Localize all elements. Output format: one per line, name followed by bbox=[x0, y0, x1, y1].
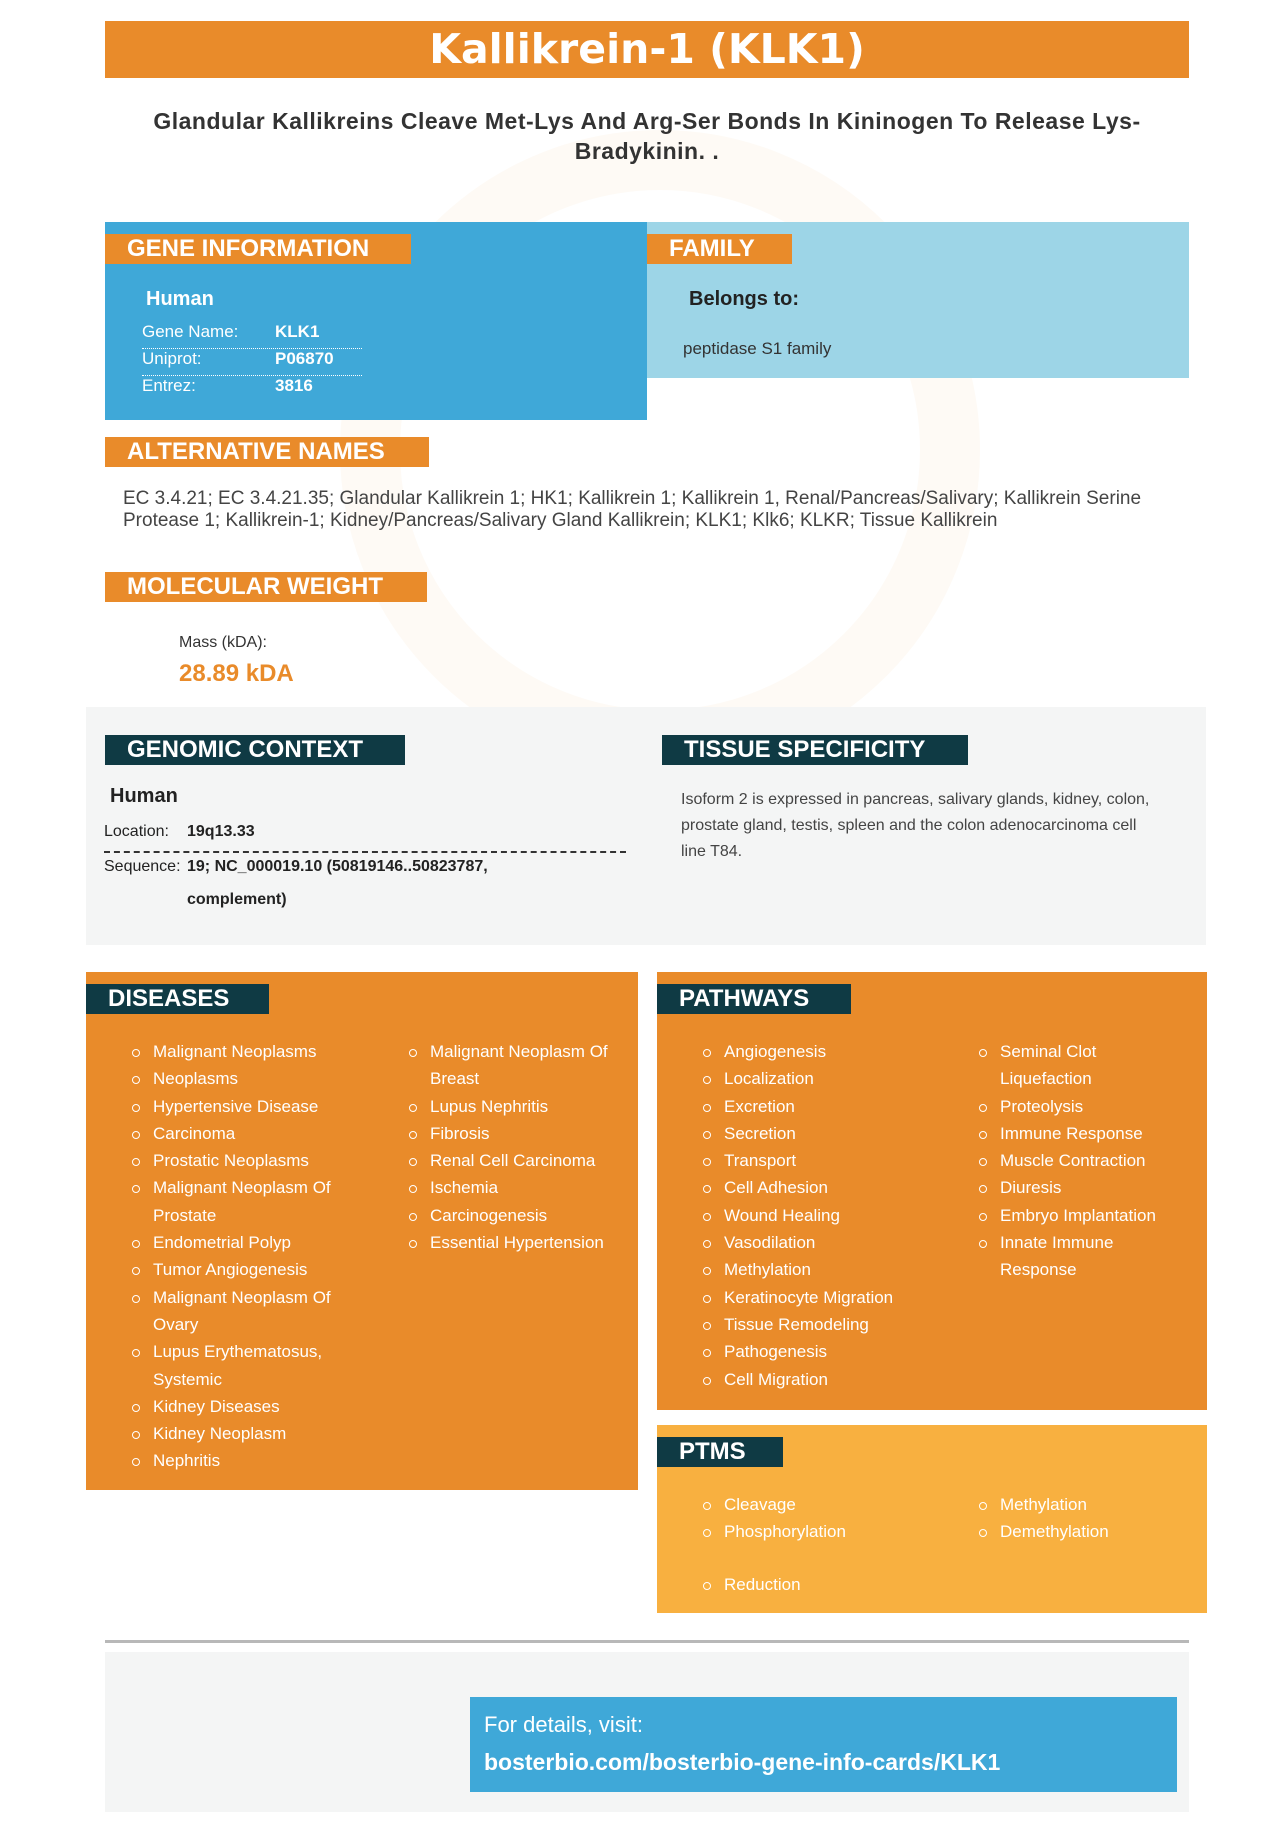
pathway-item: Embryo Implantation bbox=[974, 1202, 1174, 1229]
pathway-item: Vasodilation bbox=[698, 1229, 958, 1256]
pathway-item: Wound Healing bbox=[698, 1202, 958, 1229]
sequence-label: Sequence: bbox=[104, 858, 181, 875]
pathway-item: Immune Response bbox=[974, 1120, 1174, 1147]
disease-item: Neoplasms bbox=[127, 1065, 377, 1092]
disease-item: Lupus Erythematosus, Systemic bbox=[127, 1338, 377, 1393]
ptms-list-extra bbox=[698, 1571, 958, 1598]
alternative-names-text: EC 3.4.21; EC 3.4.21.35; Glandular Kallikrein 1; HK1; Kallikrein 1; Kallikrein 1, Renal/Pancreas/Salivary; Kallikrein Serine Protease 1; Kallikrein-1; Kidney/Pancreas/Salivary Gland Kallikrein; KLK1; Klk6; KLKR; Tissue Kallikrein bbox=[123, 488, 1142, 531]
pathway-item: Localization bbox=[698, 1065, 958, 1092]
genomic-context-heading: GENOMIC CONTEXT bbox=[105, 735, 405, 765]
mass-label: Mass (kDA): bbox=[179, 634, 267, 651]
pathways-heading: PATHWAYS bbox=[657, 984, 851, 1014]
pathway-item: Transport bbox=[698, 1147, 958, 1174]
pathway-item: Tissue Remodeling bbox=[698, 1311, 958, 1338]
ptm-item: Demethylation bbox=[974, 1518, 1174, 1545]
sequence-value-line1: 19; NC_000019.10 (50819146..50823787, bbox=[187, 858, 488, 875]
visit-box bbox=[470, 1697, 1177, 1792]
disease-item: Kidney Diseases bbox=[127, 1393, 377, 1420]
gene-information-panel bbox=[105, 222, 647, 420]
page-subtitle: Glandular Kallikreins Cleave Met-Lys And Arg-Ser Bonds In Kininogen To Release Lys-Bradykinin. . bbox=[153, 108, 1141, 164]
location-value: 19q13.33 bbox=[187, 823, 255, 840]
pathway-item: Methylation bbox=[698, 1256, 958, 1283]
ptms-list-col1 bbox=[698, 1491, 958, 1546]
disease-item: Fibrosis bbox=[404, 1120, 628, 1147]
pathways-panel bbox=[657, 972, 1207, 1410]
visit-label: For details, visit: bbox=[484, 1712, 643, 1737]
uniprot-label: Uniprot: bbox=[142, 349, 202, 368]
ptm-item: Methylation bbox=[974, 1491, 1174, 1518]
gene-row-uniprot bbox=[142, 349, 362, 376]
location-row bbox=[104, 823, 626, 853]
pathway-item: Keratinocyte Migration bbox=[698, 1284, 958, 1311]
visit-link[interactable]: bosterbio.com/bosterbio-gene-info-cards/KLK1 bbox=[484, 1749, 1001, 1775]
location-label: Location: bbox=[104, 823, 169, 840]
pathway-item: Angiogenesis bbox=[698, 1038, 958, 1065]
disease-item: Hypertensive Disease bbox=[127, 1093, 377, 1120]
disease-item: Prostatic Neoplasms bbox=[127, 1147, 377, 1174]
tissue-specificity-heading: TISSUE SPECIFICITY bbox=[662, 735, 968, 765]
diseases-heading: DISEASES bbox=[86, 984, 269, 1014]
diseases-list-col2 bbox=[404, 1038, 628, 1256]
pathway-item: Muscle Contraction bbox=[974, 1147, 1174, 1174]
gene-information-heading: GENE INFORMATION bbox=[105, 234, 411, 264]
disease-item: Endometrial Polyp bbox=[127, 1229, 377, 1256]
disease-item: Nephritis bbox=[127, 1447, 377, 1474]
tissue-specificity-text: Isoform 2 is expressed in pancreas, salivary glands, kidney, colon, prostate gland, testis, spleen and the colon adenocarcinoma cell line T84. bbox=[681, 791, 1150, 860]
disease-item: Malignant Neoplasm Of Ovary bbox=[127, 1284, 377, 1339]
uniprot-value: P06870 bbox=[275, 349, 334, 368]
disease-item: Carcinoma bbox=[127, 1120, 377, 1147]
molecular-weight-heading: MOLECULAR WEIGHT bbox=[105, 572, 427, 602]
diseases-panel bbox=[86, 972, 638, 1490]
pathway-item: Pathogenesis bbox=[698, 1338, 958, 1365]
pathways-list-col1 bbox=[698, 1038, 958, 1393]
disease-item: Tumor Angiogenesis bbox=[127, 1256, 377, 1283]
alternative-names-heading: ALTERNATIVE NAMES bbox=[105, 437, 429, 467]
pathway-item: Diuresis bbox=[974, 1174, 1174, 1201]
disease-item: Ischemia bbox=[404, 1174, 628, 1201]
mass-value: 28.89 kDA bbox=[179, 660, 294, 687]
pathway-item: Innate Immune Response bbox=[974, 1229, 1174, 1284]
pathway-item: Secretion bbox=[698, 1120, 958, 1147]
gene-row-entrez bbox=[142, 376, 362, 402]
disease-item: Malignant Neoplasm Of Prostate bbox=[127, 1174, 377, 1229]
ptms-heading: PTMS bbox=[657, 1437, 783, 1467]
disease-item: Carcinogenesis bbox=[404, 1202, 628, 1229]
gene-name-label: Gene Name: bbox=[142, 322, 239, 341]
pathway-item: Seminal Clot Liquefaction bbox=[974, 1038, 1174, 1093]
family-heading: FAMILY bbox=[647, 234, 792, 264]
ptm-item: Reduction bbox=[698, 1571, 958, 1598]
genomic-species: Human bbox=[110, 785, 178, 807]
ptms-list-col2 bbox=[974, 1491, 1174, 1546]
pathway-item: Cell Migration bbox=[698, 1366, 958, 1393]
page-title: Kallikrein-1 (KLK1) bbox=[105, 21, 1189, 78]
pathway-item: Proteolysis bbox=[974, 1093, 1174, 1120]
footer-divider bbox=[105, 1640, 1189, 1643]
ptms-panel bbox=[657, 1425, 1207, 1613]
disease-item: Kidney Neoplasm bbox=[127, 1420, 377, 1447]
gene-name-value: KLK1 bbox=[275, 322, 320, 341]
family-belongs-label: Belongs to: bbox=[689, 288, 799, 310]
disease-item: Essential Hypertension bbox=[404, 1229, 628, 1256]
sequence-value-line2: complement) bbox=[187, 891, 287, 908]
genomic-context-panel bbox=[86, 707, 1206, 945]
disease-item: Malignant Neoplasms bbox=[127, 1038, 377, 1065]
entrez-label: Entrez: bbox=[142, 376, 196, 395]
diseases-list-col1 bbox=[127, 1038, 377, 1475]
pathway-item: Excretion bbox=[698, 1093, 958, 1120]
disease-item: Malignant Neoplasm Of Breast bbox=[404, 1038, 628, 1093]
pathway-item: Cell Adhesion bbox=[698, 1174, 958, 1201]
entrez-value: 3816 bbox=[275, 376, 313, 395]
disease-item: Lupus Nephritis bbox=[404, 1093, 628, 1120]
gene-species: Human bbox=[146, 288, 214, 310]
family-panel bbox=[647, 222, 1189, 378]
disease-item: Renal Cell Carcinoma bbox=[404, 1147, 628, 1174]
ptm-item: Phosphorylation bbox=[698, 1518, 958, 1545]
pathways-list-col2 bbox=[974, 1038, 1174, 1284]
ptm-item: Cleavage bbox=[698, 1491, 958, 1518]
gene-row-name bbox=[142, 322, 362, 349]
family-value: peptidase S1 family bbox=[683, 339, 832, 358]
